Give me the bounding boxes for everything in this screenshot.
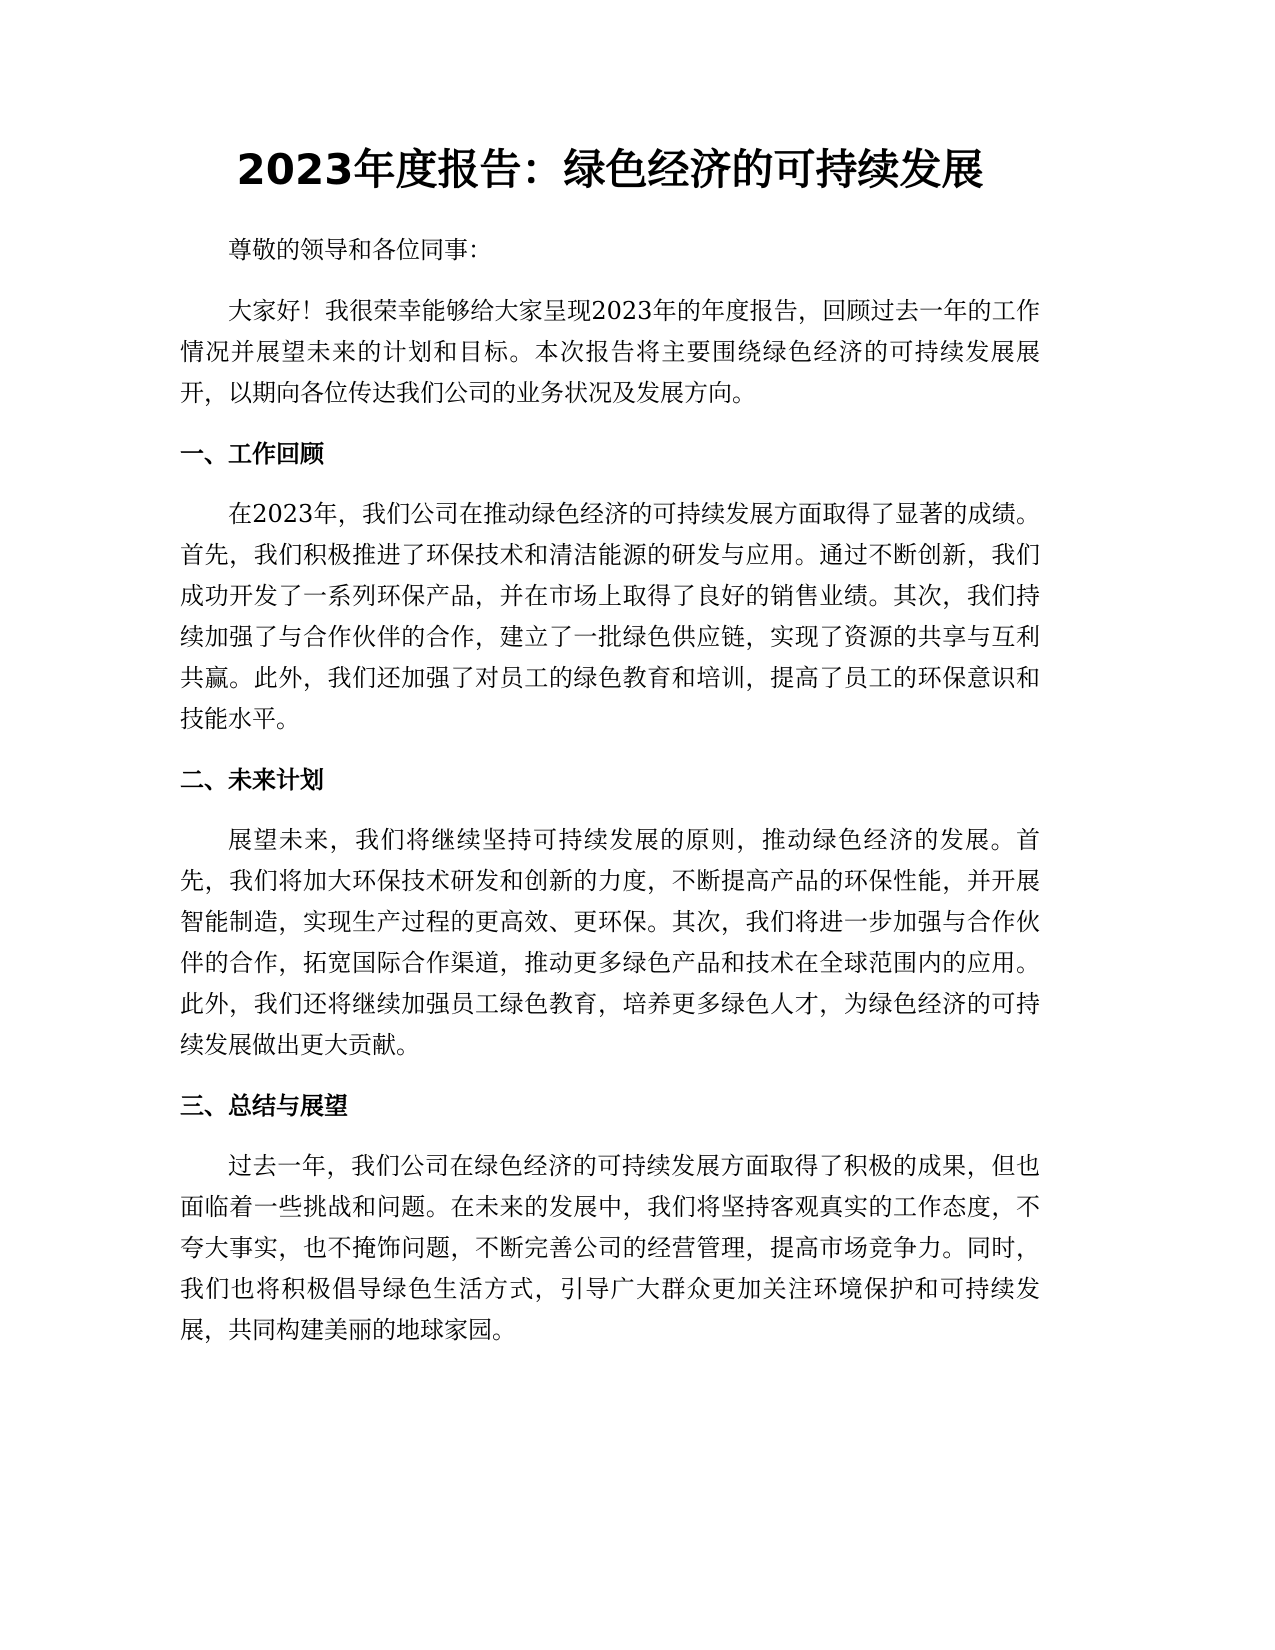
section-body-review: 在2023年，我们公司在推动绿色经济的可持续发展方面取得了显著的成绩。首先，我们积极推进了环保技术和清洁能源的研发与应用。通过不断创新，我们成功开发了一系列环保产品，并在市场上取得了良好的销售业绩。其次，我们持续加强了与合作伙伴的合作，建立了一批绿色供应链，实现了资源的共享与互利共赢。此外，我们还加强了对员工的绿色教育和培训，提高了员工的环保意识和技能水平。	[180, 500, 1040, 733]
salutation: 尊敬的领导和各位同事：	[228, 236, 492, 264]
section-heading-summary: 三、总结与展望	[180, 1092, 348, 1120]
document-title: 2023年度报告：绿色经济的可持续发展	[236, 145, 984, 194]
section-body-plan: 展望未来，我们将继续坚持可持续发展的原则，推动绿色经济的发展。首先，我们将加大环保技术研发和创新的力度，不断提高产品的环保性能，并开展智能制造，实现生产过程的更高效、更环保。其次，我们将进一步加强与合作伙伴的合作，拓宽国际合作渠道，推动更多绿色产品和技术在全球范围内的应用。此外，我们还将继续加强员工绿色教育，培养更多绿色人才，为绿色经济的可持续发展做出更大贡献。	[180, 826, 1040, 1059]
section-body-summary: 过去一年，我们公司在绿色经济的可持续发展方面取得了积极的成果，但也面临着一些挑战和问题。在未来的发展中，我们将坚持客观真实的工作态度，不夸大事实，也不掩饰问题，不断完善公司的经营管理，提高市场竞争力。同时，我们也将积极倡导绿色生活方式，引导广大群众更加关注环境保护和可持续发展，共同构建美丽的地球家园。	[180, 1152, 1040, 1344]
section-heading-plan: 二、未来计划	[180, 766, 324, 794]
intro-paragraph: 大家好！我很荣幸能够给大家呈现2023年的年度报告，回顾过去一年的工作情况并展望未来的计划和目标。本次报告将主要围绕绿色经济的可持续发展展开，以期向各位传达我们公司的业务状况及发展方向。	[180, 297, 1040, 407]
section-heading-review: 一、工作回顾	[180, 440, 324, 468]
document-body	[180, 138, 1040, 1371]
